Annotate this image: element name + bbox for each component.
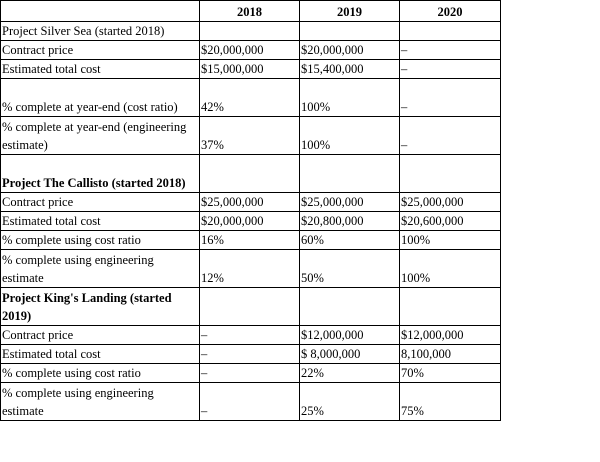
table-row xyxy=(1,41,501,60)
value-cell-2019: 25% xyxy=(300,383,400,421)
year-2020-header: 2020 xyxy=(400,1,501,22)
value-cell-2020: 75% xyxy=(400,383,501,421)
row-label-cell: Contract price xyxy=(1,41,200,60)
project-heading-cell: Project The Callisto (started 2018) xyxy=(1,155,200,193)
value-cell-2018: 16% xyxy=(200,231,300,250)
row-label-cell: % complete using engineering estimate xyxy=(1,250,200,288)
value-cell-2019: 100% xyxy=(300,117,400,155)
value-cell-2019 xyxy=(300,22,400,41)
value-cell-2020: – xyxy=(400,60,501,79)
row-label-cell: Estimated total cost xyxy=(1,60,200,79)
table-row xyxy=(1,288,501,326)
value-cell-2018 xyxy=(200,22,300,41)
value-cell-2018: $15,000,000 xyxy=(200,60,300,79)
value-cell-2020: – xyxy=(400,117,501,155)
value-cell-2018: 37% xyxy=(200,117,300,155)
table-row xyxy=(1,60,501,79)
value-cell-2020 xyxy=(400,288,501,326)
value-cell-2018: – xyxy=(200,326,300,345)
table-row xyxy=(1,326,501,345)
value-cell-2019: 50% xyxy=(300,250,400,288)
table-row xyxy=(1,345,501,364)
value-cell-2019: $15,400,000 xyxy=(300,60,400,79)
header-blank-cell xyxy=(1,1,200,22)
value-cell-2020: 70% xyxy=(400,364,501,383)
value-cell-2020: $20,600,000 xyxy=(400,212,501,231)
value-cell-2019: 100% xyxy=(300,79,400,117)
row-label-cell: Estimated total cost xyxy=(1,345,200,364)
value-cell-2020: – xyxy=(400,79,501,117)
value-cell-2019 xyxy=(300,288,400,326)
value-cell-2019: $20,000,000 xyxy=(300,41,400,60)
value-cell-2018: – xyxy=(200,345,300,364)
value-cell-2019: $12,000,000 xyxy=(300,326,400,345)
year-2018-header: 2018 xyxy=(200,1,300,22)
value-cell-2020: 100% xyxy=(400,250,501,288)
row-label-cell: % complete at year-end (cost ratio) xyxy=(1,79,200,117)
value-cell-2018 xyxy=(200,155,300,193)
value-cell-2020: 8,100,000 xyxy=(400,345,501,364)
table-row xyxy=(1,117,501,155)
table-row xyxy=(1,193,501,212)
value-cell-2019: $ 8,000,000 xyxy=(300,345,400,364)
year-2019-header: 2019 xyxy=(300,1,400,22)
value-cell-2018: $20,000,000 xyxy=(200,41,300,60)
value-cell-2019: $25,000,000 xyxy=(300,193,400,212)
table-row xyxy=(1,383,501,421)
table-body xyxy=(1,22,501,421)
value-cell-2019: $20,800,000 xyxy=(300,212,400,231)
project-heading-cell: Project King's Landing (started 2019) xyxy=(1,288,200,326)
table-row xyxy=(1,22,501,41)
value-cell-2018: 12% xyxy=(200,250,300,288)
table-row xyxy=(1,250,501,288)
row-label-cell: % complete at year-end (engineering estimate) xyxy=(1,117,200,155)
table-row xyxy=(1,155,501,193)
table-row xyxy=(1,79,501,117)
value-cell-2020: $12,000,000 xyxy=(400,326,501,345)
value-cell-2019: 60% xyxy=(300,231,400,250)
value-cell-2018: $25,000,000 xyxy=(200,193,300,212)
value-cell-2020: 100% xyxy=(400,231,501,250)
value-cell-2018: $20,000,000 xyxy=(200,212,300,231)
row-label-cell: % complete using cost ratio xyxy=(1,364,200,383)
value-cell-2020: $25,000,000 xyxy=(400,193,501,212)
row-label-cell: Estimated total cost xyxy=(1,212,200,231)
row-label-cell: Project Silver Sea (started 2018) xyxy=(1,22,200,41)
value-cell-2020 xyxy=(400,155,501,193)
value-cell-2019 xyxy=(300,155,400,193)
table-row xyxy=(1,212,501,231)
value-cell-2018: – xyxy=(200,364,300,383)
row-label-cell: Contract price xyxy=(1,326,200,345)
header-row xyxy=(1,1,501,22)
value-cell-2018: 42% xyxy=(200,79,300,117)
row-label-cell: % complete using engineering estimate xyxy=(1,383,200,421)
value-cell-2018: – xyxy=(200,383,300,421)
table-row xyxy=(1,231,501,250)
value-cell-2020 xyxy=(400,22,501,41)
row-label-cell: Contract price xyxy=(1,193,200,212)
value-cell-2019: 22% xyxy=(300,364,400,383)
table-row xyxy=(1,364,501,383)
value-cell-2020: – xyxy=(400,41,501,60)
value-cell-2018 xyxy=(200,288,300,326)
row-label-cell: % complete using cost ratio xyxy=(1,231,200,250)
